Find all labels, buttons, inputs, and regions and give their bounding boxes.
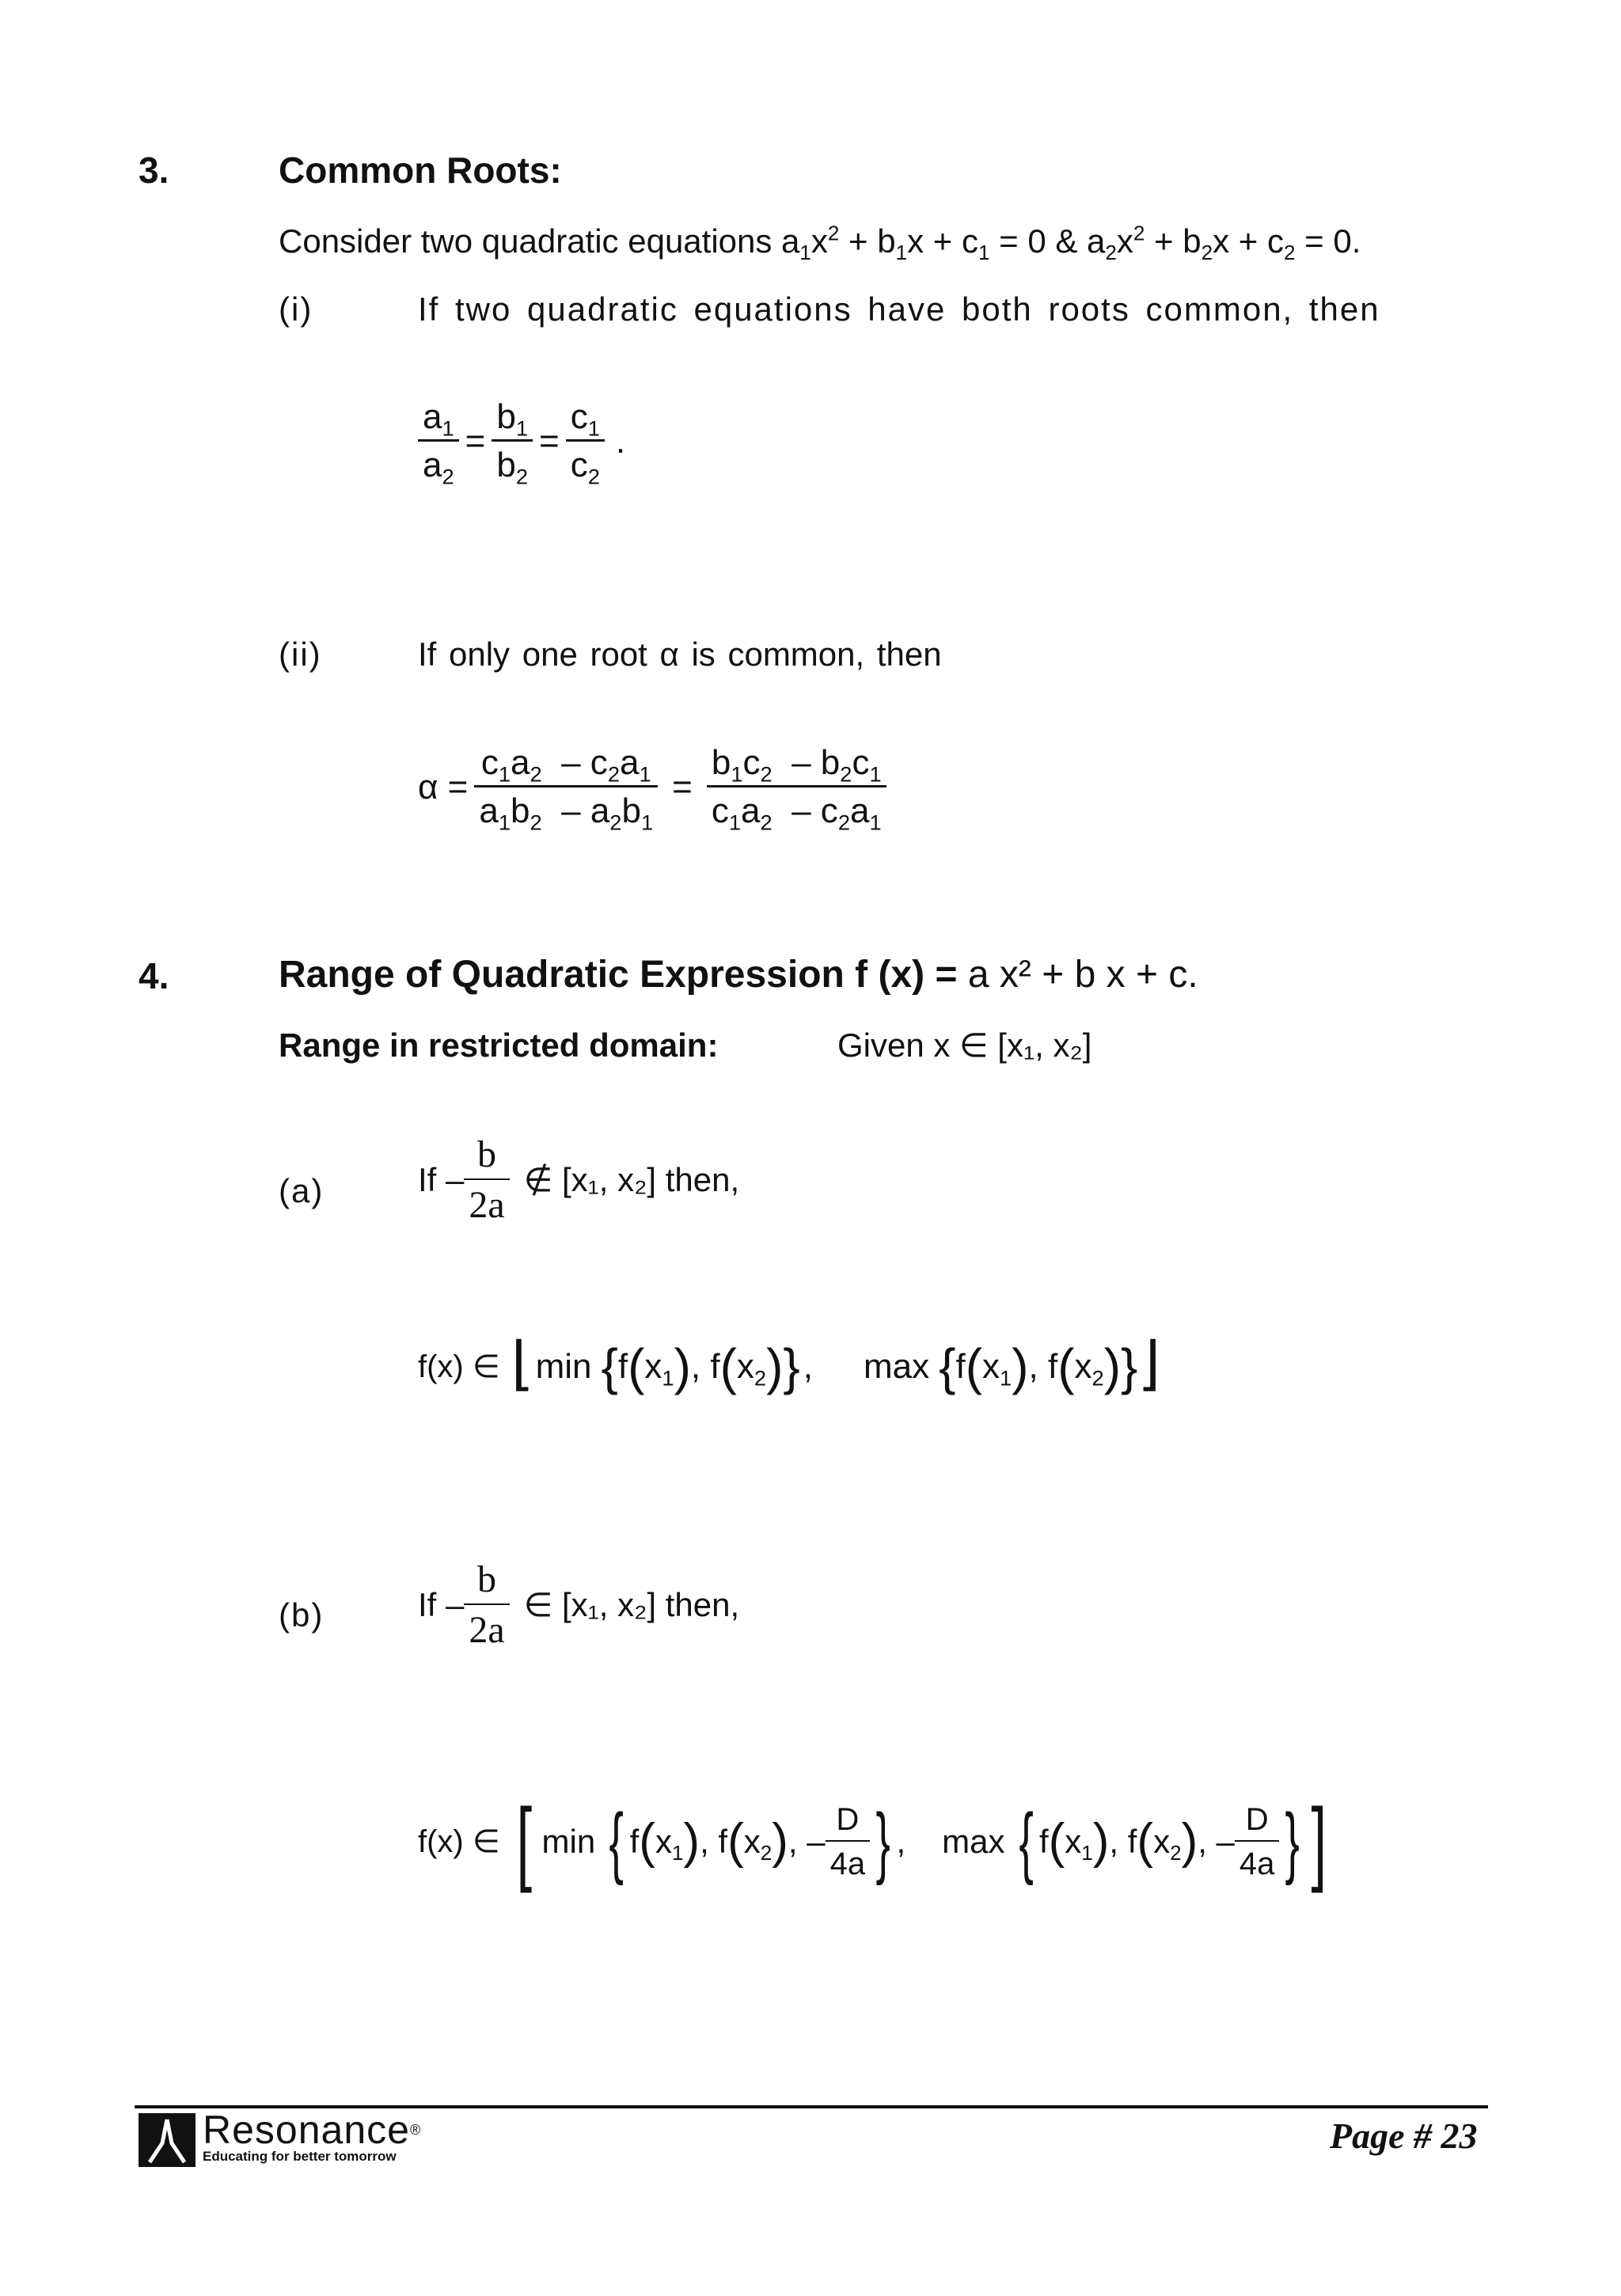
case-a-min: min (535, 1347, 592, 1386)
section-3-number: 3. (139, 150, 169, 191)
section-4-number: 4. (139, 955, 169, 996)
case-b-d-num-2: D (1245, 1802, 1269, 1837)
eq-end: = 0. (1304, 222, 1361, 260)
restricted-given: Given x ∈ [x₁, x₂] (837, 1027, 1092, 1064)
case-b-min: min (541, 1823, 596, 1860)
alpha-fraction-1: $\frac{c_1a_2 - c_2a_1}{a_1b_2 - a_2b_1}$ (474, 746, 658, 829)
case-a-frac-den: 2a (464, 1178, 509, 1224)
intro-text: Consider two quadratic equations (279, 222, 773, 260)
ratio-a: $\frac{a_1}{a_2}$ (418, 400, 459, 483)
item-ii-label: (ii) (279, 636, 322, 673)
case-b-label: (b) (279, 1596, 325, 1634)
case-b-frac-num: b (477, 1558, 497, 1600)
case-b-if: If – (418, 1586, 465, 1623)
section-4-title-expr: a x² + b x + c. (967, 954, 1198, 996)
footer-brand (203, 2110, 421, 2150)
case-a-fx: f(x) ∈ (418, 1349, 500, 1384)
page-number: Page # 23 (1330, 2116, 1478, 2156)
ratio-c: $\frac{c_1}{c_2}$ (566, 400, 605, 483)
section-4-title (279, 956, 1198, 994)
case-b-max: max (942, 1823, 1005, 1860)
case-b-fx: f(x) ∈ (418, 1824, 500, 1859)
case-a-result: f(x) ∈ ⌊ min { f ( $x_1$ ) , f ( $x_2$ ) } , max { f ( $x_1$ ) , f ( $x_2$ ) } ⌋ (418, 1330, 1161, 1396)
restricted-label: Range in restricted domain: (279, 1027, 719, 1064)
eq-connector: & (1055, 222, 1078, 260)
resonance-logo-icon (139, 2113, 196, 2167)
case-a-fraction (464, 1133, 509, 1226)
case-a-cond-text: ∉ [x₁, x₂] then, (523, 1161, 740, 1198)
brand-name: Resonance (203, 2108, 410, 2152)
case-b-d-frac-2 (1235, 1804, 1280, 1880)
alpha-formula: α = $\frac{c_1a_2 - c_2a_1}{a_1b_2 - a_2b_1}$ = $\frac{b_1c_2 - b_2c_1}{c_1a_2 - c_2a_1}$ (418, 746, 886, 829)
case-b-condition (418, 1558, 740, 1651)
case-a-if: If – (418, 1161, 465, 1198)
ratio-period: . (615, 421, 626, 461)
quadratic-intro: Consider two quadratic equations $a_1x^2 + b_1x + c_1 = 0$ & $a_2x^2 + b_2x + c_2 = 0$. (279, 221, 1361, 265)
ratio-equation: $\frac{a_1}{a_2}$ = $\frac{b_1}{b_2}$ = $\frac{c_1}{c_2}$ . (418, 400, 625, 483)
case-a-label: (a) (279, 1172, 325, 1209)
brand-registered: ® (409, 2122, 422, 2139)
ratio-b: $\frac{b_1}{b_2}$ (492, 400, 533, 483)
case-b-result: f(x) ∈ [ min { f ( $x_1$ ) , f ( $x_2$ ) , – $\frac{D}{4a}$ } , max { f ( $x_1$ ) , f ( $x_2$ ) , – $\frac{D}{4a}$ } ] (418, 1789, 1327, 1894)
section-4-title-text: Range of Quadratic Expression f (x) = (279, 954, 958, 996)
item-ii-text: If only one root α is common, then (418, 636, 942, 673)
case-a-frac-num: b (477, 1133, 497, 1175)
case-a-max: max (864, 1347, 930, 1386)
item-i-text: If two quadratic equations have both roots common, then (418, 290, 1380, 328)
case-b-d-num-1: D (836, 1802, 860, 1837)
case-b-d-frac-1 (826, 1804, 871, 1880)
alpha-fraction-2: $\frac{b_1c_2 - b_2c_1}{c_1a_2 - c_2a_1}$ (707, 746, 886, 829)
case-b-frac-den: 2a (464, 1603, 509, 1649)
item-i-label: (i) (279, 290, 313, 328)
case-b-d-den-2: 4a (1235, 1840, 1280, 1880)
case-a-condition (418, 1133, 740, 1226)
alpha-equals: α = (418, 767, 469, 806)
case-b-fraction (464, 1558, 509, 1651)
case-b-d-den-1: 4a (826, 1840, 871, 1880)
footer-tagline: Educating for better tomorrow (203, 2149, 397, 2164)
case-b-cond-text: ∈ [x₁, x₂] then, (523, 1586, 740, 1623)
section-3-title: Common Roots: (279, 150, 562, 191)
